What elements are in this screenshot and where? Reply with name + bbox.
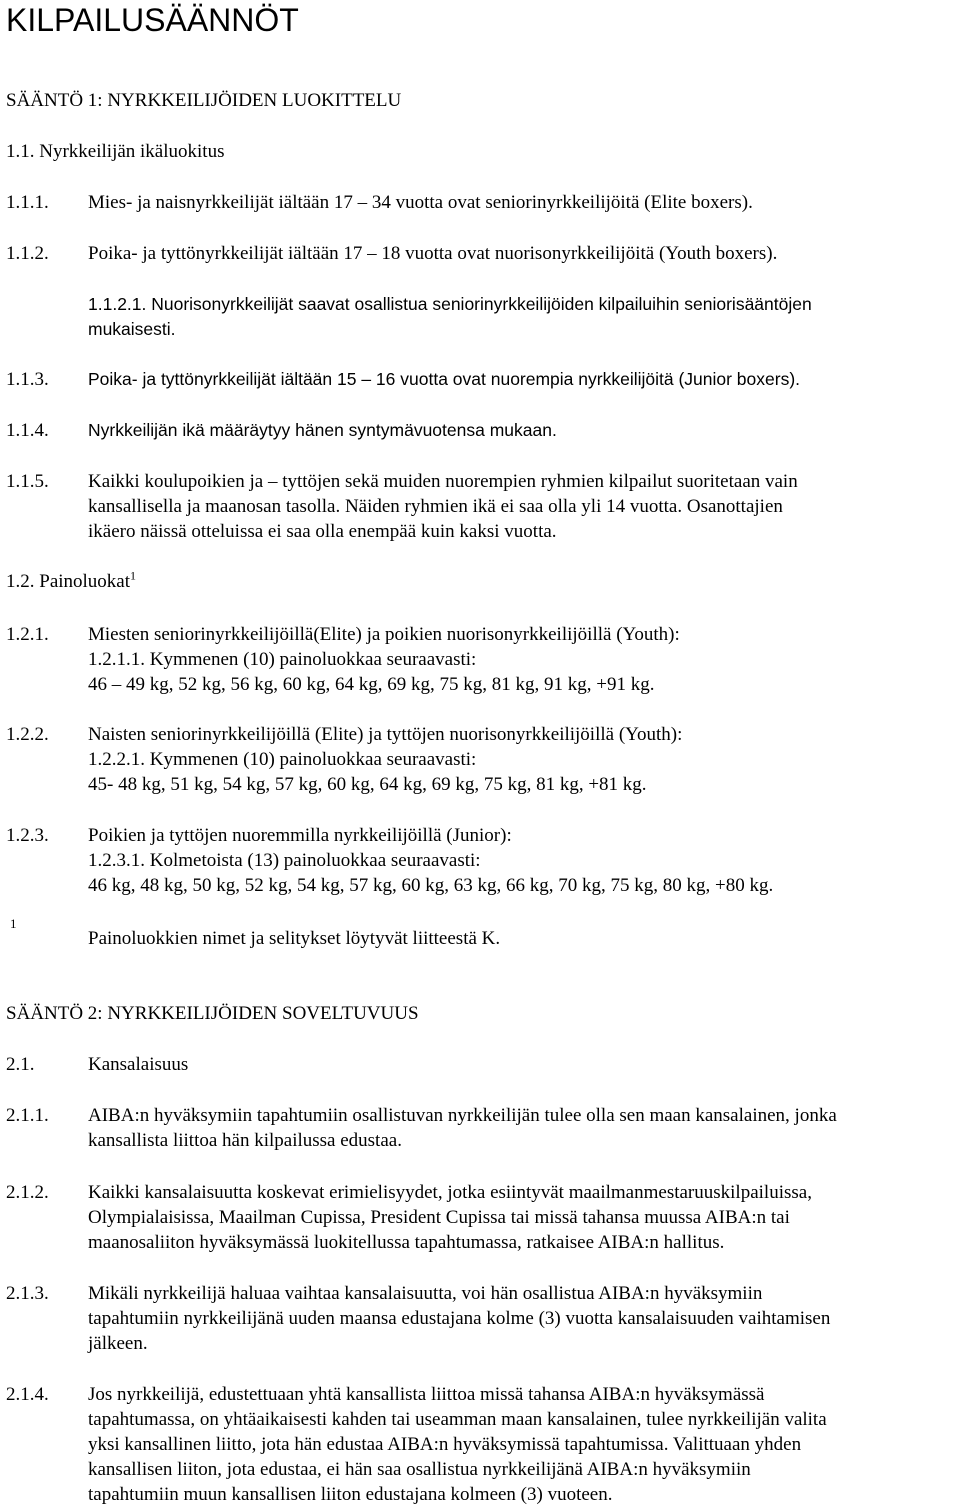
item-1-2-2-line1: Naisten seniorinyrkkeilijöillä (Elite) ja tyttöjen nuorisonyrkkeilijöillä (Youth):: [88, 724, 683, 745]
item-1-2-3-number: 1.2.3.: [6, 825, 49, 846]
item-1-2-2-line3: 45- 48 kg, 51 kg, 54 kg, 57 kg, 60 kg, 64 kg, 69 kg, 75 kg, 81 kg, +81 kg.: [88, 774, 647, 795]
item-1-1-3-number: 1.1.3.: [6, 369, 49, 390]
item-1-1-2-number: 1.1.2.: [6, 243, 49, 264]
footnote-mark: 1: [10, 916, 17, 931]
section-1-1-heading: 1.1. Nyrkkeilijän ikäluokitus: [6, 141, 225, 162]
item-1-1-2-1-line2: mukaisesti.: [88, 319, 176, 339]
item-2-1-4-line2: tapahtumassa, on yhtäaikaisesti kahden tai useamman maan kansalainen, tulee nyrkkeilijän valita: [88, 1409, 827, 1430]
item-1-2-2-number: 1.2.2.: [6, 724, 49, 745]
item-1-2-1-number: 1.2.1.: [6, 624, 49, 645]
item-2-1-4-line3: yksi kansallinen liitto, jota hän edustaa AIBA:n hyväksymissä tapahtumissa. Valittuaan yhden: [88, 1434, 802, 1455]
footnote-ref: 1: [130, 568, 137, 583]
item-2-1-4-line4: kansallisen liiton, jota edustaa, ei hän saa osallistua nyrkkeilijänä AIBA:n hyväksymiin: [88, 1459, 751, 1480]
section-2-1-heading: Kansalaisuus: [88, 1054, 189, 1075]
item-2-1-4-line5: tapahtumiin muun kansallisen liiton edustajana kolmeen (3) vuoteen.: [88, 1484, 613, 1505]
item-1-1-1-number: 1.1.1.: [6, 192, 49, 213]
item-1-1-2-text: Poika- ja tyttönyrkkeilijät iältään 17 – 18 vuotta ovat nuorisonyrkkeilijöitä (Youth boxers).: [88, 243, 778, 264]
item-1-1-1-text: Mies- ja naisnyrkkeilijät iältään 17 – 34 vuotta ovat seniorinyrkkeilijöitä (Elite boxers).: [88, 192, 753, 213]
item-1-2-2-line2: 1.2.2.1. Kymmenen (10) painoluokkaa seuraavasti:: [88, 749, 477, 770]
item-2-1-2-line1: Kaikki kansalaisuutta koskevat erimielisyydet, jotka esiintyvät maailmanmestaruuskilpailuissa,: [88, 1182, 812, 1203]
item-1-1-5-line2: kansallisella ja maanosan tasolla. Näiden ryhmien ikä ei saa olla yli 14 vuotta. Osanottajien: [88, 496, 783, 517]
item-1-1-4-text: Nyrkkeilijän ikä määräytyy hänen syntymävuotensa mukaan.: [88, 420, 557, 440]
rule-2-heading: SÄÄNTÖ 2: NYRKKEILIJÖIDEN SOVELTUVUUS: [6, 1003, 419, 1024]
item-2-1-3-line1: Mikäli nyrkkeilijä haluaa vaihtaa kansalaisuutta, voi hän osallistua AIBA:n hyväksymiin: [88, 1283, 763, 1304]
item-1-1-5-line3: ikäero näissä otteluissa ei saa olla enempää kuin kaksi vuotta.: [88, 521, 557, 542]
item-2-1-1-line1: AIBA:n hyväksymiin tapahtumiin osallistuvan nyrkkeilijän tulee olla sen maan kansalainen, jonka: [88, 1105, 837, 1126]
item-1-2-3-line2: 1.2.3.1. Kolmetoista (13) painoluokkaa seuraavasti:: [88, 850, 481, 871]
item-2-1-2-number: 2.1.2.: [6, 1182, 49, 1203]
item-2-1-2-line2: Olympialaisissa, Maailman Cupissa, President Cupissa tai missä tahansa muussa AIBA:n tai: [88, 1207, 790, 1228]
item-2-1-1-line2: kansallista liittoa hän kilpailussa edustaa.: [88, 1130, 402, 1151]
item-1-1-2-1-line1: 1.1.2.1. Nuorisonyrkkeilijät saavat osallistua seniorinyrkkeilijöiden kilpailuihin seniorisääntöjen: [88, 294, 812, 314]
section-1-2-label: 1.2. Painoluokat: [6, 571, 131, 592]
item-1-2-1-line2: 1.2.1.1. Kymmenen (10) painoluokkaa seuraavasti:: [88, 649, 477, 670]
section-2-1-number: 2.1.: [6, 1054, 35, 1075]
item-1-2-1-line3: 46 – 49 kg, 52 kg, 56 kg, 60 kg, 64 kg, 69 kg, 75 kg, 81 kg, 91 kg, +91 kg.: [88, 674, 655, 695]
item-1-1-3-text: Poika- ja tyttönyrkkeilijät iältään 15 – 16 vuotta ovat nuorempia nyrkkeilijöitä (Junior boxers).: [88, 369, 801, 389]
item-2-1-4-number: 2.1.4.: [6, 1384, 49, 1405]
item-2-1-3-line3: jälkeen.: [88, 1333, 148, 1354]
item-1-2-1-line1: Miesten seniorinyrkkeilijöillä(Elite) ja poikien nuorisonyrkkeilijöillä (Youth):: [88, 624, 680, 645]
section-1-2-heading: [6, 569, 136, 594]
item-2-1-3-number: 2.1.3.: [6, 1283, 49, 1304]
item-1-1-5-line1: Kaikki koulupoikien ja – tyttöjen sekä muiden nuorempien ryhmien kilpailut suoritetaan vain: [88, 471, 798, 492]
item-2-1-1-number: 2.1.1.: [6, 1105, 49, 1126]
item-1-2-3-line3: 46 kg, 48 kg, 50 kg, 52 kg, 54 kg, 57 kg, 60 kg, 63 kg, 66 kg, 70 kg, 75 kg, 80 kg, +80 kg.: [88, 875, 774, 896]
item-2-1-4-line1: Jos nyrkkeilijä, edustettuaan yhtä kansallista liittoa missä tahansa AIBA:n hyväksymässä: [88, 1384, 765, 1405]
item-1-1-4-number: 1.1.4.: [6, 420, 49, 441]
item-1-2-3-line1: Poikien ja tyttöjen nuoremmilla nyrkkeilijöillä (Junior):: [88, 825, 512, 846]
item-2-1-2-line3: maanosaliiton hyväksymässä luokitellussa tapahtumassa, ratkaisee AIBA:n hallitus.: [88, 1232, 725, 1253]
item-2-1-3-line2: tapahtumiin nyrkkeilijänä uuden maansa edustajana kolme (3) vuotta kansalaisuuden vaihtamisen: [88, 1308, 831, 1329]
rule-1-heading: SÄÄNTÖ 1: NYRKKEILIJÖIDEN LUOKITTELU: [6, 90, 402, 111]
item-1-1-5-number: 1.1.5.: [6, 471, 49, 492]
footnote-text: Painoluokkien nimet ja selitykset löytyvät liitteestä K.: [88, 928, 501, 949]
document-title: KILPAILUSÄÄNNÖT: [6, 2, 299, 38]
